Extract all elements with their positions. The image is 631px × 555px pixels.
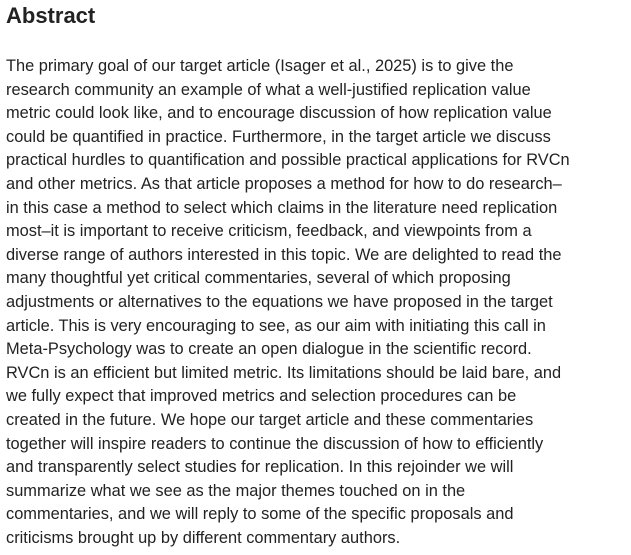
abstract-line: metric could look like, and to encourage discussion of how replication value	[6, 104, 552, 123]
abstract-line: RVCn is an efficient but limited metric. Its limitations should be laid bare, and	[6, 363, 562, 382]
abstract-line: commentaries, and we will reply to some of the specific proposals and	[6, 505, 514, 524]
abstract-line: adjustments or alternatives to the equations we have proposed in the target	[6, 292, 553, 311]
abstract-line: together will inspire readers to continue the discussion of how to efficiently	[6, 434, 544, 453]
abstract-heading: Abstract	[6, 3, 96, 28]
abstract-line: article. This is very encouraging to see, as our aim with initiating this call in	[6, 316, 546, 335]
abstract-line: most–it is important to receive criticism, feedback, and viewpoints from a	[6, 222, 532, 241]
abstract-line: The primary goal of our target article (Isager et al., 2025) is to give the	[6, 57, 514, 75]
abstract-line: criticisms brought up by different commentary authors.	[6, 528, 401, 547]
abstract-line: and other metrics. As that article proposes a method for how to do research–	[6, 174, 562, 193]
abstract-line: Meta-Psychology was to create an open dialogue in the scientific record.	[6, 340, 532, 359]
abstract-line: could be quantified in practice. Furthermore, in the target article we discuss	[6, 127, 551, 146]
abstract-line: practical hurdles to quantification and possible practical applications for RVCn	[6, 151, 570, 170]
abstract-body	[6, 55, 625, 550]
abstract-line: summarize what we see as the major themes touched on in the	[6, 481, 466, 500]
abstract-line: in this case a method to select which claims in the literature need replication	[6, 198, 558, 217]
abstract-line: we fully expect that improved metrics and selection procedures can be	[6, 387, 517, 406]
abstract-line: many thoughtful yet critical commentaries, several of which proposing	[6, 269, 511, 288]
abstract-line: diverse range of authors interested in this topic. We are delighted to read the	[6, 245, 562, 264]
abstract-line: and transparently select studies for replication. In this rejoinder we will	[6, 458, 514, 477]
abstract-line: research community an example of what a well-justified replication value	[6, 80, 531, 99]
abstract-line: created in the future. We hope our target article and these commentaries	[6, 410, 534, 429]
